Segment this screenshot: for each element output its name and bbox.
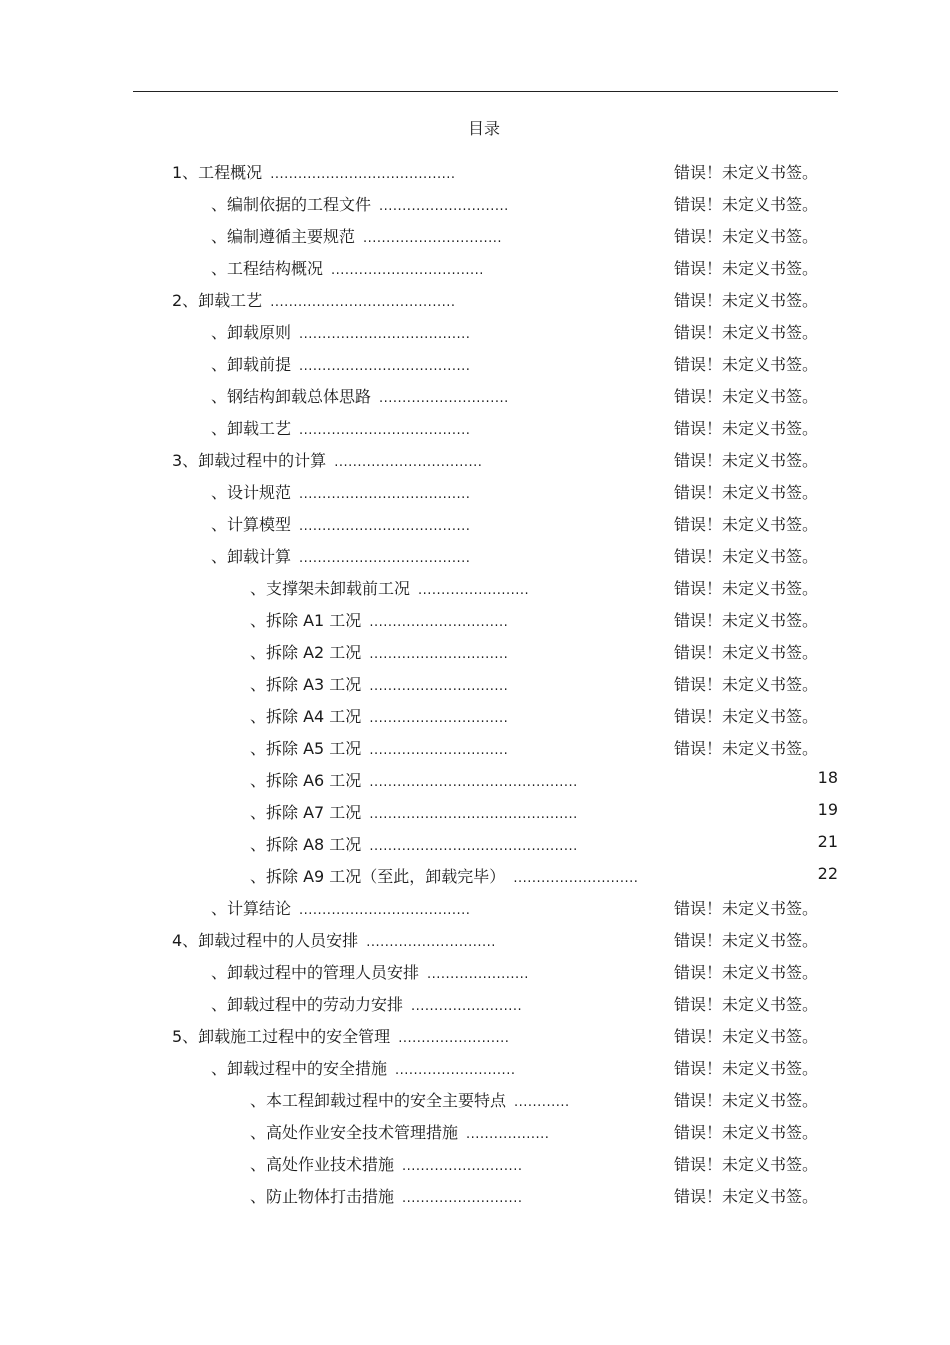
- toc-leader-dots: .....................................: [299, 327, 471, 342]
- toc-entry-label: 3、卸载过程中的计算: [172, 451, 327, 470]
- toc-entry-label: 、拆除 A1 工况: [250, 611, 362, 630]
- toc-entry[interactable]: [0, 188, 950, 220]
- toc-leader-dots: ..........................: [402, 1191, 523, 1206]
- toc-entry-label: 、钢结构卸载总体思路: [211, 387, 372, 406]
- toc-leader-dots: ..................: [466, 1127, 550, 1142]
- toc-entry-label-group: [211, 512, 470, 535]
- toc-entry-label: 、计算结论: [211, 899, 292, 918]
- toc-entry-label-group: [250, 1184, 522, 1207]
- toc-entry[interactable]: [0, 828, 950, 860]
- toc-entry-label-group: [250, 832, 578, 855]
- toc-page-ref: 错误！未定义书签。: [674, 419, 819, 438]
- toc-entry[interactable]: [0, 348, 950, 380]
- toc-leader-dots: .....................................: [299, 519, 471, 534]
- toc-entry-label: 、拆除 A8 工况: [250, 835, 362, 854]
- toc-entry-label: 5、卸载施工过程中的安全管理: [172, 1027, 391, 1046]
- toc-entry-label: 、设计规范: [211, 483, 292, 502]
- toc-entry-label: 1、工程概况: [172, 163, 263, 182]
- toc-leader-dots: ........................................: [270, 295, 456, 310]
- toc-entry-label-group: [250, 704, 508, 727]
- toc-leader-dots: .....................................: [299, 423, 471, 438]
- toc-leader-dots: ...........................: [513, 871, 639, 886]
- toc-leader-dots: ..............................: [369, 679, 509, 694]
- toc-entry-label-group: [172, 448, 482, 471]
- toc-leader-dots: .............................................: [369, 839, 578, 854]
- toc-entry[interactable]: [0, 508, 950, 540]
- toc-entry-label-group: [172, 1024, 509, 1047]
- toc-leader-dots: .....................................: [299, 903, 471, 918]
- toc-entry[interactable]: [0, 1084, 950, 1116]
- toc-leader-dots: ............................: [379, 391, 509, 406]
- toc-page-ref: 错误！未定义书签。: [674, 451, 819, 470]
- toc-entry[interactable]: [0, 732, 950, 764]
- toc-entry[interactable]: [0, 924, 950, 956]
- toc-entry-label-group: [211, 480, 470, 503]
- toc-page-ref: 错误！未定义书签。: [674, 323, 819, 342]
- toc-page-ref: 错误！未定义书签。: [674, 355, 819, 374]
- toc-entry[interactable]: [0, 220, 950, 252]
- toc-entry[interactable]: [0, 636, 950, 668]
- toc-page-ref: 错误！未定义书签。: [674, 707, 819, 726]
- toc-page-ref: 错误！未定义书签。: [674, 163, 819, 182]
- toc-leader-dots: .................................: [331, 263, 484, 278]
- toc-entry-label: 、防止物体打击措施: [250, 1187, 395, 1206]
- toc-page-ref: 错误！未定义书签。: [674, 259, 819, 278]
- toc-page-ref: 错误！未定义书签。: [674, 1059, 819, 1078]
- toc-leader-dots: .............................................: [369, 807, 578, 822]
- toc-entry-label-group: [211, 544, 470, 567]
- toc-entry-label-group: [211, 320, 470, 343]
- toc-entry-label-group: [211, 960, 529, 983]
- toc-page-ref: 错误！未定义书签。: [674, 643, 819, 662]
- toc-page-ref: 错误！未定义书签。: [674, 579, 819, 598]
- toc-entry-label-group: [211, 256, 484, 279]
- toc-entry[interactable]: [0, 988, 950, 1020]
- toc-entry-label-group: [250, 800, 578, 823]
- toc-entry-label: 、拆除 A9 工况（至此，卸载完毕）: [250, 867, 506, 886]
- toc-page-ref: 错误！未定义书签。: [674, 291, 819, 310]
- toc-entry-label-group: [211, 384, 509, 407]
- toc-entry-label: 、拆除 A3 工况: [250, 675, 362, 694]
- toc-leader-dots: ............................: [379, 199, 509, 214]
- toc-entry-label-group: [250, 1088, 570, 1111]
- toc-entry-label-group: [250, 736, 508, 759]
- toc-entry-label: 、卸载原则: [211, 323, 292, 342]
- toc-page-ref: 18: [817, 768, 838, 787]
- toc-entry-label-group: [211, 192, 509, 215]
- toc-page-ref: 错误！未定义书签。: [674, 195, 819, 214]
- toc-entry-label: 、编制依据的工程文件: [211, 195, 372, 214]
- toc-title: 目录: [467, 119, 500, 138]
- toc-entry-label-group: [250, 1152, 522, 1175]
- toc-page-ref: 错误！未定义书签。: [674, 899, 819, 918]
- toc-leader-dots: .....................................: [299, 551, 471, 566]
- toc-entry[interactable]: [0, 476, 950, 508]
- toc-leader-dots: ..............................: [363, 231, 502, 246]
- toc-leader-dots: ..............................: [369, 743, 509, 758]
- toc-entry-label: 、工程结构概况: [211, 259, 324, 278]
- toc-entry[interactable]: [0, 860, 950, 892]
- toc-entry[interactable]: [0, 252, 950, 284]
- toc-entry-label: 、本工程卸载过程中的安全主要特点: [250, 1091, 507, 1110]
- toc-page-ref: 错误！未定义书签。: [674, 931, 819, 950]
- toc-page-ref: 错误！未定义书签。: [674, 387, 819, 406]
- toc-entry-label-group: [250, 864, 638, 887]
- toc-leader-dots: ..............................: [369, 615, 509, 630]
- toc-entry-label-group: [211, 352, 470, 375]
- toc-entry-label: 、高处作业技术措施: [250, 1155, 395, 1174]
- toc-entry-label-group: [211, 992, 522, 1015]
- toc-leader-dots: .....................................: [299, 359, 471, 374]
- toc-entry[interactable]: [0, 796, 950, 828]
- toc-entry-label: 、编制遵循主要规范: [211, 227, 356, 246]
- toc-leader-dots: ..........................: [402, 1159, 523, 1174]
- toc-entry-label-group: [211, 224, 502, 247]
- toc-entry[interactable]: [0, 156, 950, 188]
- toc-leader-dots: ..............................: [369, 647, 509, 662]
- toc-leader-dots: ..............................: [369, 711, 509, 726]
- toc-entry-label: 、卸载工艺: [211, 419, 292, 438]
- toc-entry-label: 、高处作业安全技术管理措施: [250, 1123, 459, 1142]
- toc-entry-label-group: [211, 416, 470, 439]
- toc-leader-dots: ........................: [411, 999, 523, 1014]
- toc-entry-label: 、卸载过程中的安全措施: [211, 1059, 388, 1078]
- toc-leader-dots: ............: [514, 1095, 570, 1110]
- toc-entry[interactable]: [0, 892, 950, 924]
- toc-entry[interactable]: [0, 604, 950, 636]
- toc-entry[interactable]: [0, 1020, 950, 1052]
- toc-entry[interactable]: [0, 1180, 950, 1212]
- table-of-contents: [0, 156, 950, 1212]
- toc-entry-label: 、计算模型: [211, 515, 292, 534]
- toc-entry-label-group: [250, 672, 508, 695]
- toc-entry[interactable]: [0, 1116, 950, 1148]
- toc-entry-label: 、拆除 A6 工况: [250, 771, 362, 790]
- toc-entry[interactable]: [0, 572, 950, 604]
- toc-page-ref: 22: [817, 864, 838, 883]
- toc-entry-label-group: [211, 896, 470, 919]
- toc-entry-label-group: [250, 1120, 549, 1143]
- toc-entry[interactable]: [0, 540, 950, 572]
- toc-entry[interactable]: [0, 956, 950, 988]
- toc-entry-label-group: [172, 160, 455, 183]
- toc-entry-label-group: [250, 608, 508, 631]
- toc-entry-label: 2、卸载工艺: [172, 291, 263, 310]
- toc-page-ref: 错误！未定义书签。: [674, 995, 819, 1014]
- toc-page-ref: 错误！未定义书签。: [674, 227, 819, 246]
- toc-entry-label: 、卸载过程中的管理人员安排: [211, 963, 420, 982]
- toc-page-ref: 错误！未定义书签。: [674, 483, 819, 502]
- toc-entry-label: 、卸载过程中的劳动力安排: [211, 995, 404, 1014]
- toc-page-ref: 错误！未定义书签。: [674, 1091, 819, 1110]
- toc-entry-label-group: [250, 576, 529, 599]
- toc-entry-label: 4、卸载过程中的人员安排: [172, 931, 359, 950]
- toc-entry-label-group: [250, 768, 578, 791]
- toc-page-ref: 错误！未定义书签。: [674, 1123, 819, 1142]
- toc-page-ref: 错误！未定义书签。: [674, 1027, 819, 1046]
- toc-entry-label-group: [211, 1056, 515, 1079]
- toc-entry[interactable]: [0, 444, 950, 476]
- toc-entry[interactable]: [0, 668, 950, 700]
- toc-page-ref: 错误！未定义书签。: [674, 515, 819, 534]
- toc-page-ref: 错误！未定义书签。: [674, 675, 819, 694]
- toc-entry-label: 、卸载前提: [211, 355, 292, 374]
- toc-page-ref: 错误！未定义书签。: [674, 739, 819, 758]
- toc-leader-dots: ............................: [366, 935, 496, 950]
- toc-entry[interactable]: [0, 412, 950, 444]
- toc-page-ref: 19: [817, 800, 838, 819]
- toc-entry-label: 、拆除 A4 工况: [250, 707, 362, 726]
- toc-entry-label: 、拆除 A7 工况: [250, 803, 362, 822]
- toc-leader-dots: .....................................: [299, 487, 471, 502]
- toc-entry[interactable]: [0, 1052, 950, 1084]
- toc-page-ref: 错误！未定义书签。: [674, 1155, 819, 1174]
- toc-page-ref: 错误！未定义书签。: [674, 611, 819, 630]
- toc-page-ref: 错误！未定义书签。: [674, 547, 819, 566]
- toc-page-ref: 21: [817, 832, 838, 851]
- toc-page-ref: 错误！未定义书签。: [674, 1187, 819, 1206]
- toc-entry[interactable]: [0, 700, 950, 732]
- toc-entry[interactable]: [0, 1148, 950, 1180]
- toc-leader-dots: .............................................: [369, 775, 578, 790]
- toc-page-ref: 错误！未定义书签。: [674, 963, 819, 982]
- toc-entry-label-group: [172, 928, 496, 951]
- toc-entry-label: 、支撑架未卸载前工况: [250, 579, 411, 598]
- toc-leader-dots: ........................................: [270, 167, 456, 182]
- toc-leader-dots: ........................: [418, 583, 530, 598]
- toc-leader-dots: ........................: [398, 1031, 510, 1046]
- toc-entry-label: 、拆除 A2 工况: [250, 643, 362, 662]
- toc-entry-label-group: [250, 640, 508, 663]
- toc-entry[interactable]: [0, 284, 950, 316]
- toc-leader-dots: ..........................: [395, 1063, 516, 1078]
- toc-entry-label: 、拆除 A5 工况: [250, 739, 362, 758]
- header-rule: [133, 91, 838, 92]
- toc-entry[interactable]: [0, 764, 950, 796]
- toc-leader-dots: ................................: [334, 455, 483, 470]
- toc-entry-label-group: [172, 288, 455, 311]
- toc-entry[interactable]: [0, 316, 950, 348]
- toc-entry-label: 、卸载计算: [211, 547, 292, 566]
- toc-entry[interactable]: [0, 380, 950, 412]
- toc-leader-dots: ......................: [427, 967, 529, 982]
